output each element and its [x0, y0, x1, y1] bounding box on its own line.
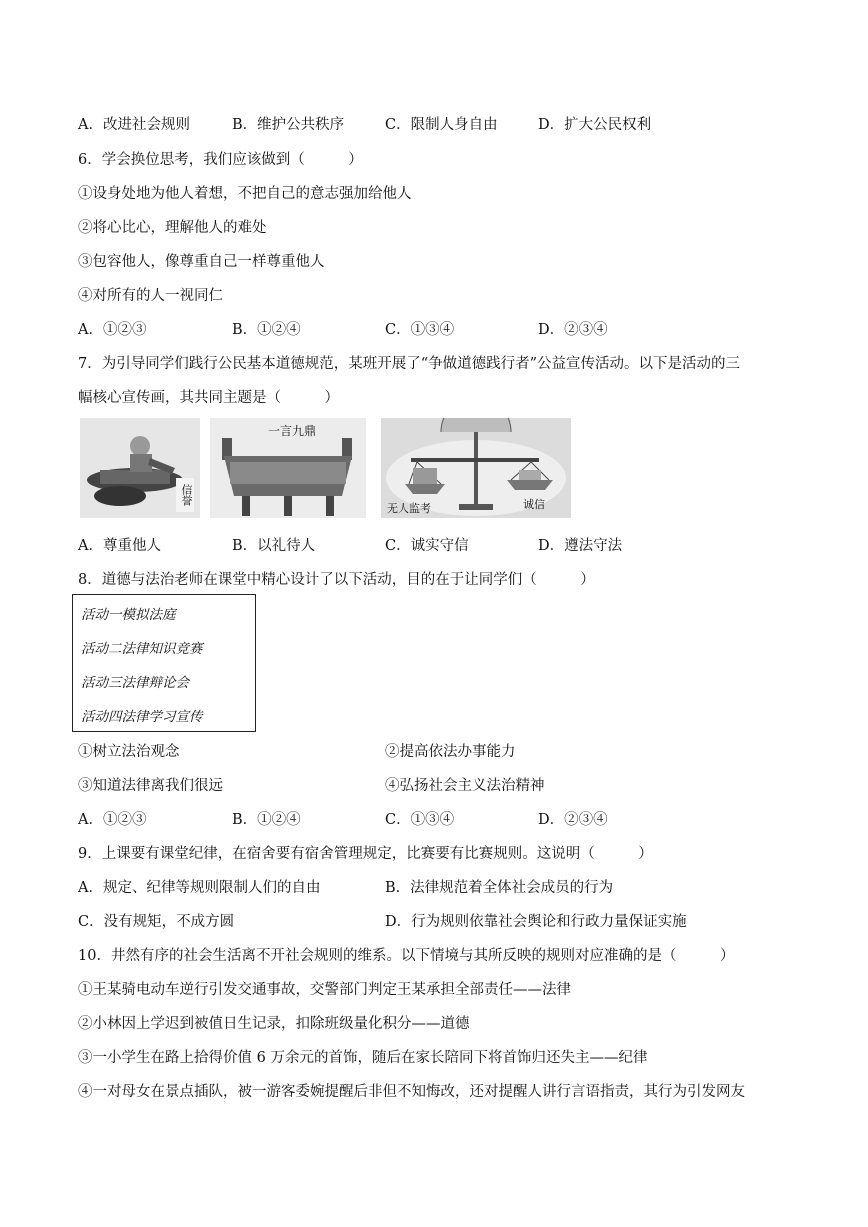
- q9-option-d: D．行为规则依靠社会舆论和行政力量保证实施: [385, 914, 687, 930]
- q8-activity-box: [72, 594, 256, 732]
- q6-item-1: ①设身处地为他人着想，不把自己的意志强加给他人: [78, 186, 412, 202]
- poster-scale: [381, 418, 571, 518]
- q9-option-b: B．法律规范着全体社会成员的行为: [385, 880, 614, 896]
- q7-stem-line2: 幅核心宣传画，其共同主题是（ ）: [78, 390, 339, 406]
- poster-reputation: [80, 418, 200, 518]
- q5-option-c: C．限制人身自由: [385, 117, 498, 133]
- q8-activity-2: 活动二法律知识竞赛: [81, 641, 203, 657]
- poster-ding-title: 一言九鼎: [268, 424, 317, 438]
- q8-activity-4: 活动四法律学习宣传: [81, 709, 203, 725]
- q5-option-b: B．维护公共秩序: [232, 117, 345, 133]
- q9-stem: 9．上课要有课堂纪律，在宿舍要有宿舍管理规定，比赛要有比赛规则。这说明（ ）: [78, 846, 653, 862]
- q7-option-a: A．尊重他人: [78, 538, 161, 554]
- q9-option-c: C．没有规矩，不成方圆: [78, 914, 235, 930]
- q7-stem-line1: 7．为引导同学们践行公民基本道德规范，某班开展了“争做道德践行者”公益宣传活动。以下是活动的三: [78, 356, 741, 372]
- q8-activity-1: 活动一模拟法庭: [81, 607, 176, 623]
- q9-option-a: A．规定、纪律等规则限制人们的自由: [78, 880, 321, 896]
- q8-activity-3: 活动三法律辩论会: [81, 675, 189, 691]
- q8-item-3: ③知道法律离我们很远: [78, 778, 223, 794]
- q8-option-c: C．①③④: [385, 812, 455, 828]
- poster-scale-left-label: 无人监考: [387, 502, 431, 515]
- q7-option-d: D．遵法守法: [538, 538, 623, 554]
- q6-item-4: ④对所有的人一视同仁: [78, 288, 223, 304]
- poster-reputation-label: 信誉: [180, 484, 193, 506]
- q7-option-b: B．以礼待人: [232, 538, 316, 554]
- q10-item-2: ②小林因上学迟到被值日生记录，扣除班级量化积分——道德: [78, 1016, 470, 1032]
- q6-stem: 6．学会换位思考，我们应该做到（ ）: [78, 152, 363, 168]
- q6-option-c: C．①③④: [385, 322, 455, 338]
- q8-item-4: ④弘扬社会主义法治精神: [385, 778, 545, 794]
- q6-item-2: ②将心比心，理解他人的难处: [78, 220, 267, 236]
- q8-item-2: ②提高依法办事能力: [385, 744, 516, 760]
- q10-item-1: ①王某骑电动车逆行引发交通事故，交警部门判定王某承担全部责任——法律: [78, 982, 571, 998]
- q8-option-d: D．②③④: [538, 812, 608, 828]
- q8-stem: 8．道德与法治老师在课堂中精心设计了以下活动，目的在于让同学们（ ）: [78, 572, 595, 588]
- q10-item-4: ④一对母女在景点插队，被一游客委婉提醒后非但不知悔改，还对提醒人讲行言语指责，其行为引发网友: [78, 1084, 745, 1100]
- q10-stem: 10．井然有序的社会生活离不开社会规则的维系。以下情境与其所反映的规则对应准确的是（ ）: [78, 948, 735, 964]
- q8-option-b: B．①②④: [232, 812, 301, 828]
- q10-item-3: ③一小学生在路上拾得价值 6 万余元的首饰，随后在家长陪同下将首饰归还失主——纪律: [78, 1050, 648, 1066]
- q6-item-3: ③包容他人，像尊重自己一样尊重他人: [78, 254, 325, 270]
- q6-option-d: D．②③④: [538, 322, 608, 338]
- q8-option-a: A．①②③: [78, 812, 147, 828]
- poster-scale-right-label: 诚信: [523, 498, 545, 511]
- q8-item-1: ①树立法治观念: [78, 744, 180, 760]
- q7-option-c: C．诚实守信: [385, 538, 469, 554]
- q6-option-a: A．①②③: [78, 322, 147, 338]
- poster-ding: [210, 418, 366, 518]
- q6-option-b: B．①②④: [232, 322, 301, 338]
- q5-option-d: D．扩大公民权利: [538, 117, 652, 133]
- q5-option-a: A．改进社会规则: [78, 117, 190, 133]
